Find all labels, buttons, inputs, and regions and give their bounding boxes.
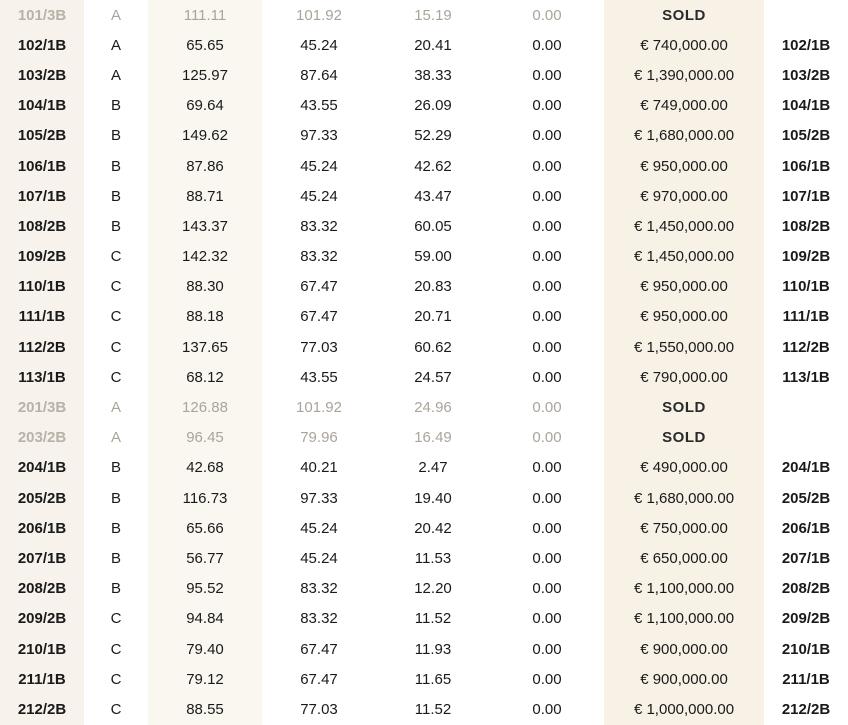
cell-price: € 1,000,000.00 <box>604 694 764 724</box>
cell-extra: 0.00 <box>490 664 604 694</box>
cell-area-net: 43.55 <box>262 91 376 121</box>
cell-extra: 0.00 <box>490 634 604 664</box>
table-row[interactable] <box>0 332 848 362</box>
table-row[interactable] <box>0 513 848 543</box>
cell-type: B <box>84 211 148 241</box>
cell-area-terrace: 24.96 <box>376 392 490 422</box>
cell-unit: 105/2B <box>0 121 84 151</box>
cell-area-terrace: 16.49 <box>376 423 490 453</box>
cell-area-terrace: 12.20 <box>376 574 490 604</box>
cell-price: € 1,550,000.00 <box>604 332 764 362</box>
table-row[interactable] <box>0 302 848 332</box>
cell-price: € 1,680,000.00 <box>604 483 764 513</box>
cell-unit-repeat: 102/1B <box>764 30 848 60</box>
cell-area-net: 101.92 <box>262 0 376 30</box>
cell-extra: 0.00 <box>490 0 604 30</box>
table-row[interactable] <box>0 574 848 604</box>
cell-unit-repeat: 107/1B <box>764 181 848 211</box>
cell-price: € 970,000.00 <box>604 181 764 211</box>
cell-area-terrace: 15.19 <box>376 0 490 30</box>
cell-area-gross: 79.40 <box>148 634 262 664</box>
table-row[interactable] <box>0 30 848 60</box>
cell-area-terrace: 20.83 <box>376 272 490 302</box>
cell-price: € 950,000.00 <box>604 302 764 332</box>
cell-price: € 1,100,000.00 <box>604 604 764 634</box>
cell-type: C <box>84 664 148 694</box>
cell-unit-repeat: 207/1B <box>764 543 848 573</box>
cell-unit-repeat: 211/1B <box>764 664 848 694</box>
table-row[interactable] <box>0 211 848 241</box>
cell-type: C <box>84 604 148 634</box>
cell-area-terrace: 11.93 <box>376 634 490 664</box>
cell-type: A <box>84 30 148 60</box>
cell-area-gross: 111.11 <box>148 0 262 30</box>
cell-extra: 0.00 <box>490 151 604 181</box>
cell-area-net: 77.03 <box>262 694 376 724</box>
cell-unit: 104/1B <box>0 91 84 121</box>
cell-unit-repeat: 108/2B <box>764 211 848 241</box>
cell-unit: 101/3B <box>0 0 84 30</box>
cell-area-net: 101.92 <box>262 392 376 422</box>
cell-area-terrace: 42.62 <box>376 151 490 181</box>
cell-extra: 0.00 <box>490 483 604 513</box>
cell-extra: 0.00 <box>490 211 604 241</box>
cell-price: € 900,000.00 <box>604 634 764 664</box>
cell-unit: 110/1B <box>0 272 84 302</box>
cell-unit-repeat: 208/2B <box>764 574 848 604</box>
cell-extra: 0.00 <box>490 181 604 211</box>
cell-unit: 204/1B <box>0 453 84 483</box>
cell-extra: 0.00 <box>490 272 604 302</box>
cell-price: € 1,390,000.00 <box>604 60 764 90</box>
cell-unit: 108/2B <box>0 211 84 241</box>
cell-unit-repeat: 103/2B <box>764 60 848 90</box>
table-row[interactable] <box>0 483 848 513</box>
cell-price: € 650,000.00 <box>604 543 764 573</box>
cell-area-net: 87.64 <box>262 60 376 90</box>
cell-extra: 0.00 <box>490 423 604 453</box>
cell-area-net: 97.33 <box>262 121 376 151</box>
cell-type: C <box>84 362 148 392</box>
cell-extra: 0.00 <box>490 121 604 151</box>
cell-unit-repeat <box>764 0 848 30</box>
cell-extra: 0.00 <box>490 392 604 422</box>
cell-extra: 0.00 <box>490 242 604 272</box>
cell-unit: 106/1B <box>0 151 84 181</box>
cell-area-terrace: 11.65 <box>376 664 490 694</box>
cell-area-terrace: 60.62 <box>376 332 490 362</box>
cell-area-gross: 79.12 <box>148 664 262 694</box>
cell-extra: 0.00 <box>490 513 604 543</box>
table-row[interactable] <box>0 60 848 90</box>
table-row[interactable] <box>0 362 848 392</box>
cell-unit: 111/1B <box>0 302 84 332</box>
cell-area-gross: 137.65 <box>148 332 262 362</box>
cell-area-net: 67.47 <box>262 634 376 664</box>
cell-unit-repeat: 104/1B <box>764 91 848 121</box>
cell-unit-repeat: 206/1B <box>764 513 848 543</box>
cell-price: € 490,000.00 <box>604 453 764 483</box>
cell-type: B <box>84 453 148 483</box>
cell-extra: 0.00 <box>490 302 604 332</box>
cell-area-net: 79.96 <box>262 423 376 453</box>
table-row[interactable] <box>0 543 848 573</box>
cell-unit-repeat: 106/1B <box>764 151 848 181</box>
table-row[interactable] <box>0 91 848 121</box>
table-row[interactable] <box>0 272 848 302</box>
cell-area-gross: 149.62 <box>148 121 262 151</box>
table-row[interactable] <box>0 604 848 634</box>
cell-type: C <box>84 332 148 362</box>
cell-area-gross: 126.88 <box>148 392 262 422</box>
cell-unit: 212/2B <box>0 694 84 724</box>
cell-unit: 113/1B <box>0 362 84 392</box>
cell-area-net: 45.24 <box>262 151 376 181</box>
cell-area-net: 45.24 <box>262 30 376 60</box>
cell-unit-repeat: 204/1B <box>764 453 848 483</box>
cell-area-terrace: 38.33 <box>376 60 490 90</box>
cell-unit: 109/2B <box>0 242 84 272</box>
cell-area-gross: 95.52 <box>148 574 262 604</box>
cell-unit-repeat <box>764 423 848 453</box>
table-row[interactable] <box>0 664 848 694</box>
cell-type: C <box>84 694 148 724</box>
cell-type: B <box>84 121 148 151</box>
cell-area-terrace: 52.29 <box>376 121 490 151</box>
cell-price: € 740,000.00 <box>604 30 764 60</box>
table-row[interactable] <box>0 634 848 664</box>
cell-area-gross: 125.97 <box>148 60 262 90</box>
cell-area-terrace: 11.53 <box>376 543 490 573</box>
cell-area-net: 45.24 <box>262 543 376 573</box>
table-row[interactable] <box>0 392 848 422</box>
cell-type: B <box>84 483 148 513</box>
cell-area-gross: 68.12 <box>148 362 262 392</box>
cell-area-net: 83.32 <box>262 211 376 241</box>
table-row[interactable] <box>0 694 848 724</box>
cell-unit: 209/2B <box>0 604 84 634</box>
cell-unit-repeat: 111/1B <box>764 302 848 332</box>
cell-unit-repeat: 105/2B <box>764 121 848 151</box>
cell-price: € 950,000.00 <box>604 151 764 181</box>
cell-area-gross: 42.68 <box>148 453 262 483</box>
cell-price: € 1,450,000.00 <box>604 242 764 272</box>
cell-unit-repeat: 212/2B <box>764 694 848 724</box>
cell-type: A <box>84 0 148 30</box>
cell-area-net: 77.03 <box>262 332 376 362</box>
cell-area-gross: 88.18 <box>148 302 262 332</box>
cell-unit: 205/2B <box>0 483 84 513</box>
cell-area-gross: 88.55 <box>148 694 262 724</box>
cell-area-net: 83.32 <box>262 242 376 272</box>
cell-price: € 1,450,000.00 <box>604 211 764 241</box>
cell-area-terrace: 19.40 <box>376 483 490 513</box>
cell-area-net: 43.55 <box>262 362 376 392</box>
cell-area-gross: 142.32 <box>148 242 262 272</box>
cell-unit-repeat: 109/2B <box>764 242 848 272</box>
cell-area-net: 97.33 <box>262 483 376 513</box>
cell-unit-repeat: 210/1B <box>764 634 848 664</box>
cell-extra: 0.00 <box>490 453 604 483</box>
cell-area-terrace: 20.41 <box>376 30 490 60</box>
cell-unit: 103/2B <box>0 60 84 90</box>
cell-area-gross: 88.71 <box>148 181 262 211</box>
table-row[interactable] <box>0 453 848 483</box>
cell-type: C <box>84 302 148 332</box>
cell-type: B <box>84 181 148 211</box>
cell-area-net: 67.47 <box>262 664 376 694</box>
cell-area-gross: 94.84 <box>148 604 262 634</box>
cell-price: € 1,100,000.00 <box>604 574 764 604</box>
cell-type: C <box>84 272 148 302</box>
cell-unit: 211/1B <box>0 664 84 694</box>
cell-extra: 0.00 <box>490 30 604 60</box>
cell-area-gross: 116.73 <box>148 483 262 513</box>
cell-price: SOLD <box>604 423 764 453</box>
cell-area-gross: 56.77 <box>148 543 262 573</box>
cell-unit: 207/1B <box>0 543 84 573</box>
cell-area-terrace: 60.05 <box>376 211 490 241</box>
cell-unit-repeat: 113/1B <box>764 362 848 392</box>
cell-area-terrace: 2.47 <box>376 453 490 483</box>
cell-price: € 749,000.00 <box>604 91 764 121</box>
cell-area-net: 83.32 <box>262 574 376 604</box>
cell-type: A <box>84 423 148 453</box>
cell-price: € 950,000.00 <box>604 272 764 302</box>
cell-area-net: 40.21 <box>262 453 376 483</box>
cell-unit: 203/2B <box>0 423 84 453</box>
cell-type: B <box>84 151 148 181</box>
cell-type: C <box>84 634 148 664</box>
cell-type: B <box>84 513 148 543</box>
cell-unit-repeat: 205/2B <box>764 483 848 513</box>
cell-extra: 0.00 <box>490 91 604 121</box>
table-row[interactable] <box>0 151 848 181</box>
cell-area-terrace: 20.42 <box>376 513 490 543</box>
cell-extra: 0.00 <box>490 543 604 573</box>
cell-type: B <box>84 574 148 604</box>
table-row[interactable] <box>0 242 848 272</box>
cell-type: B <box>84 543 148 573</box>
cell-price: SOLD <box>604 392 764 422</box>
cell-unit-repeat: 112/2B <box>764 332 848 362</box>
cell-area-terrace: 43.47 <box>376 181 490 211</box>
cell-area-gross: 88.30 <box>148 272 262 302</box>
cell-extra: 0.00 <box>490 574 604 604</box>
cell-area-terrace: 26.09 <box>376 91 490 121</box>
cell-extra: 0.00 <box>490 362 604 392</box>
cell-area-gross: 69.64 <box>148 91 262 121</box>
cell-type: A <box>84 60 148 90</box>
cell-area-terrace: 11.52 <box>376 694 490 724</box>
cell-area-net: 83.32 <box>262 604 376 634</box>
cell-price: € 750,000.00 <box>604 513 764 543</box>
cell-area-terrace: 59.00 <box>376 242 490 272</box>
cell-unit-repeat: 209/2B <box>764 604 848 634</box>
cell-area-gross: 65.66 <box>148 513 262 543</box>
cell-price: € 1,680,000.00 <box>604 121 764 151</box>
cell-unit-repeat: 110/1B <box>764 272 848 302</box>
cell-extra: 0.00 <box>490 694 604 724</box>
cell-area-net: 45.24 <box>262 513 376 543</box>
cell-extra: 0.00 <box>490 604 604 634</box>
cell-unit: 210/1B <box>0 634 84 664</box>
cell-area-net: 45.24 <box>262 181 376 211</box>
cell-type: C <box>84 242 148 272</box>
table-row[interactable] <box>0 0 848 30</box>
cell-price: SOLD <box>604 0 764 30</box>
table-row[interactable] <box>0 423 848 453</box>
cell-type: A <box>84 392 148 422</box>
cell-area-net: 67.47 <box>262 272 376 302</box>
cell-area-gross: 87.86 <box>148 151 262 181</box>
cell-extra: 0.00 <box>490 60 604 90</box>
cell-unit-repeat <box>764 392 848 422</box>
cell-unit: 107/1B <box>0 181 84 211</box>
cell-area-gross: 143.37 <box>148 211 262 241</box>
cell-area-gross: 65.65 <box>148 30 262 60</box>
table-row[interactable] <box>0 121 848 151</box>
cell-price: € 900,000.00 <box>604 664 764 694</box>
cell-area-gross: 96.45 <box>148 423 262 453</box>
cell-unit: 112/2B <box>0 332 84 362</box>
cell-area-terrace: 20.71 <box>376 302 490 332</box>
cell-area-net: 67.47 <box>262 302 376 332</box>
cell-unit: 206/1B <box>0 513 84 543</box>
cell-unit: 102/1B <box>0 30 84 60</box>
cell-unit: 208/2B <box>0 574 84 604</box>
cell-price: € 790,000.00 <box>604 362 764 392</box>
cell-extra: 0.00 <box>490 332 604 362</box>
table-row[interactable] <box>0 181 848 211</box>
cell-type: B <box>84 91 148 121</box>
cell-unit: 201/3B <box>0 392 84 422</box>
cell-area-terrace: 24.57 <box>376 362 490 392</box>
cell-area-terrace: 11.52 <box>376 604 490 634</box>
